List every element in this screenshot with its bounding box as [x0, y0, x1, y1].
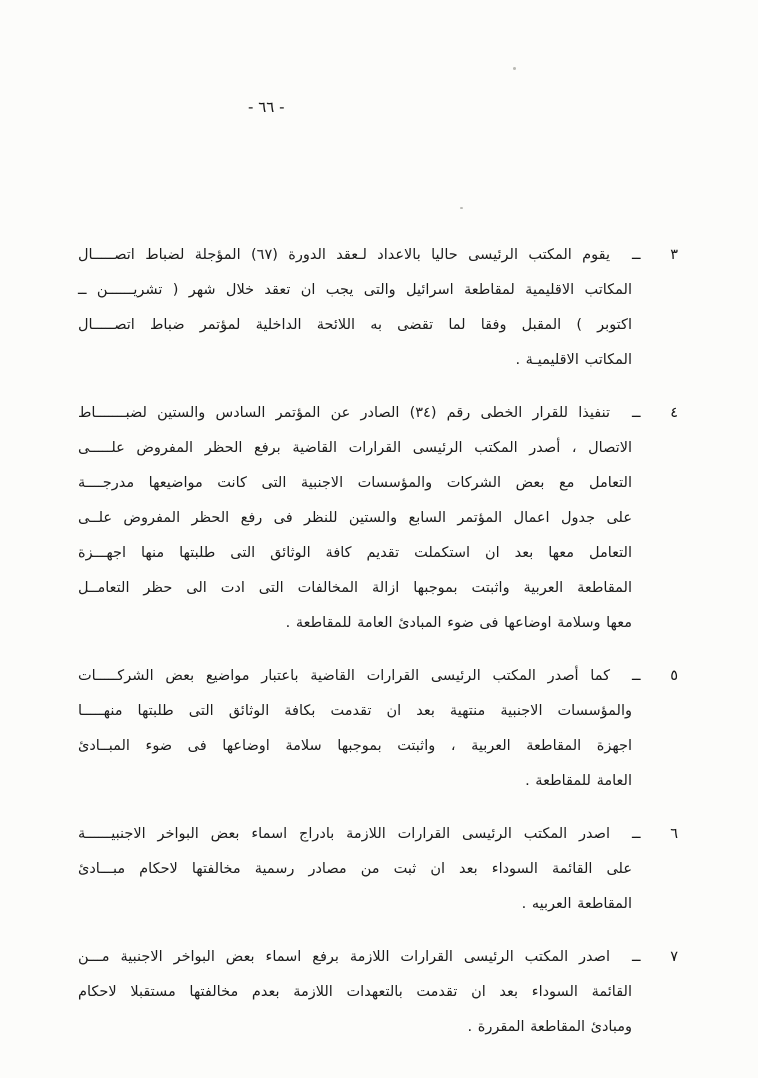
paragraph [78, 396, 678, 641]
paragraph-text [78, 817, 632, 922]
dash-separator-icon: ــ [632, 405, 641, 421]
paragraph-number [632, 396, 678, 641]
text-line: معها وسلامة اوضاعها فى ضوء المبادئ العامة للمقاطعة . [285, 615, 632, 631]
text-line: اجهزة المقاطعة العربية ، واثبتت بموجبها سلامة اوضاعها فى ضوء المبــادئ [78, 738, 632, 754]
paragraph-number [632, 238, 678, 378]
text-line: المقاطعة العربيه . [521, 896, 632, 912]
text-line: التعامل مع بعض الشركات والمؤسسات الاجنبية التى كانت مواضيعها مدرجــــة [78, 475, 632, 491]
scan-speck [460, 207, 463, 209]
paragraph [78, 940, 678, 1045]
paragraph [78, 659, 678, 799]
text-line: يقوم المكتب الرئيسى حاليا بالاعداد لـعقد الدورة (٦٧) المؤجلة لضباط اتصـــــال [78, 247, 611, 263]
text-line: والمؤسسات الاجنبية منتهية بعد ان تقدمت بكافة الوثائق التى طلبتها منهـــــا [78, 703, 632, 719]
text-line: الاتصال ، أصدر المكتب الرئيسى القرارات القاضية برفع الحظر المفروض علـــــى [78, 440, 632, 456]
text-line: العامة للمقاطعة . [525, 773, 632, 789]
text-line: المقاطعة العربية واثبتت بموجبها ازالة المخالفات التى ادت الى حظر التعامــل [78, 580, 632, 596]
paragraph-number-value: ٥ [670, 668, 678, 684]
dash-separator-icon: ــ [632, 826, 641, 842]
text-line: اصدر المكتب الرئيسى القرارات اللازمة برفع اسماء بعض البواخر الاجنبية مـــن [78, 949, 610, 965]
text-line: تنفيذا للقرار الخطى رقم (٣٤) الصادر عن المؤتمر السادس والستين لضبـــــــاط [78, 405, 611, 421]
page-number: - ٦٦ - [248, 98, 285, 116]
document-body [78, 238, 678, 1063]
text-line: المكاتب الاقليميـة . [515, 352, 632, 368]
dash-separator-icon: ــ [632, 247, 641, 263]
paragraph-number [632, 817, 678, 922]
text-line: التعامل معها بعد ان استكملت تقديم كافة الوثائق التى طلبتها منها اجهـــزة [78, 545, 632, 561]
dash-separator-icon: ــ [632, 949, 641, 965]
paragraph-text [78, 396, 632, 641]
text-line: المكاتب الاقليمية لمقاطعة اسرائيل والتى يجب ان تعقد خلال شهر ( تشريــــــن ــ [78, 282, 632, 298]
paragraph [78, 238, 678, 378]
paragraph-number-value: ٣ [670, 247, 678, 263]
paragraph-number [632, 659, 678, 799]
text-line: على القائمة السوداء بعد ان ثبت من مصادر رسمية مخالفتها لاحكام مبـــادئ [78, 861, 632, 877]
text-line: ومبادئ المقاطعة المقررة . [467, 1019, 632, 1035]
text-line: اكتوبر ) المقبل وفقا لما تقضى به اللائحة الداخلية لمؤتمر ضباط اتصـــــال [78, 317, 632, 333]
paragraph-number-value: ٧ [670, 949, 678, 965]
paragraph-number-value: ٦ [670, 826, 678, 842]
paragraph-text [78, 238, 632, 378]
paragraph-text [78, 940, 632, 1045]
paragraph-number-value: ٤ [670, 405, 678, 421]
text-line: على جدول اعمال المؤتمر السابع والستين للنظر فى رفع الحظر المفروض علــى [78, 510, 632, 526]
text-line: القائمة السوداء بعد ان تقدمت بالتعهدات اللازمة بعدم مخالفتها مستقبلا لاحكام [78, 984, 632, 1000]
text-line: كما أصدر المكتب الرئيسى القرارات القاضية باعتبار مواضيع بعض الشركـــــات [78, 668, 610, 684]
paragraph-number [632, 940, 678, 1045]
paragraph-text [78, 659, 632, 799]
scan-speck [513, 67, 516, 70]
paragraph [78, 817, 678, 922]
text-line: اصدر المكتب الرئيسى القرارات اللازمة بادراج اسماء بعض البواخر الاجنبيــــــة [78, 826, 610, 842]
dash-separator-icon: ــ [632, 668, 641, 684]
